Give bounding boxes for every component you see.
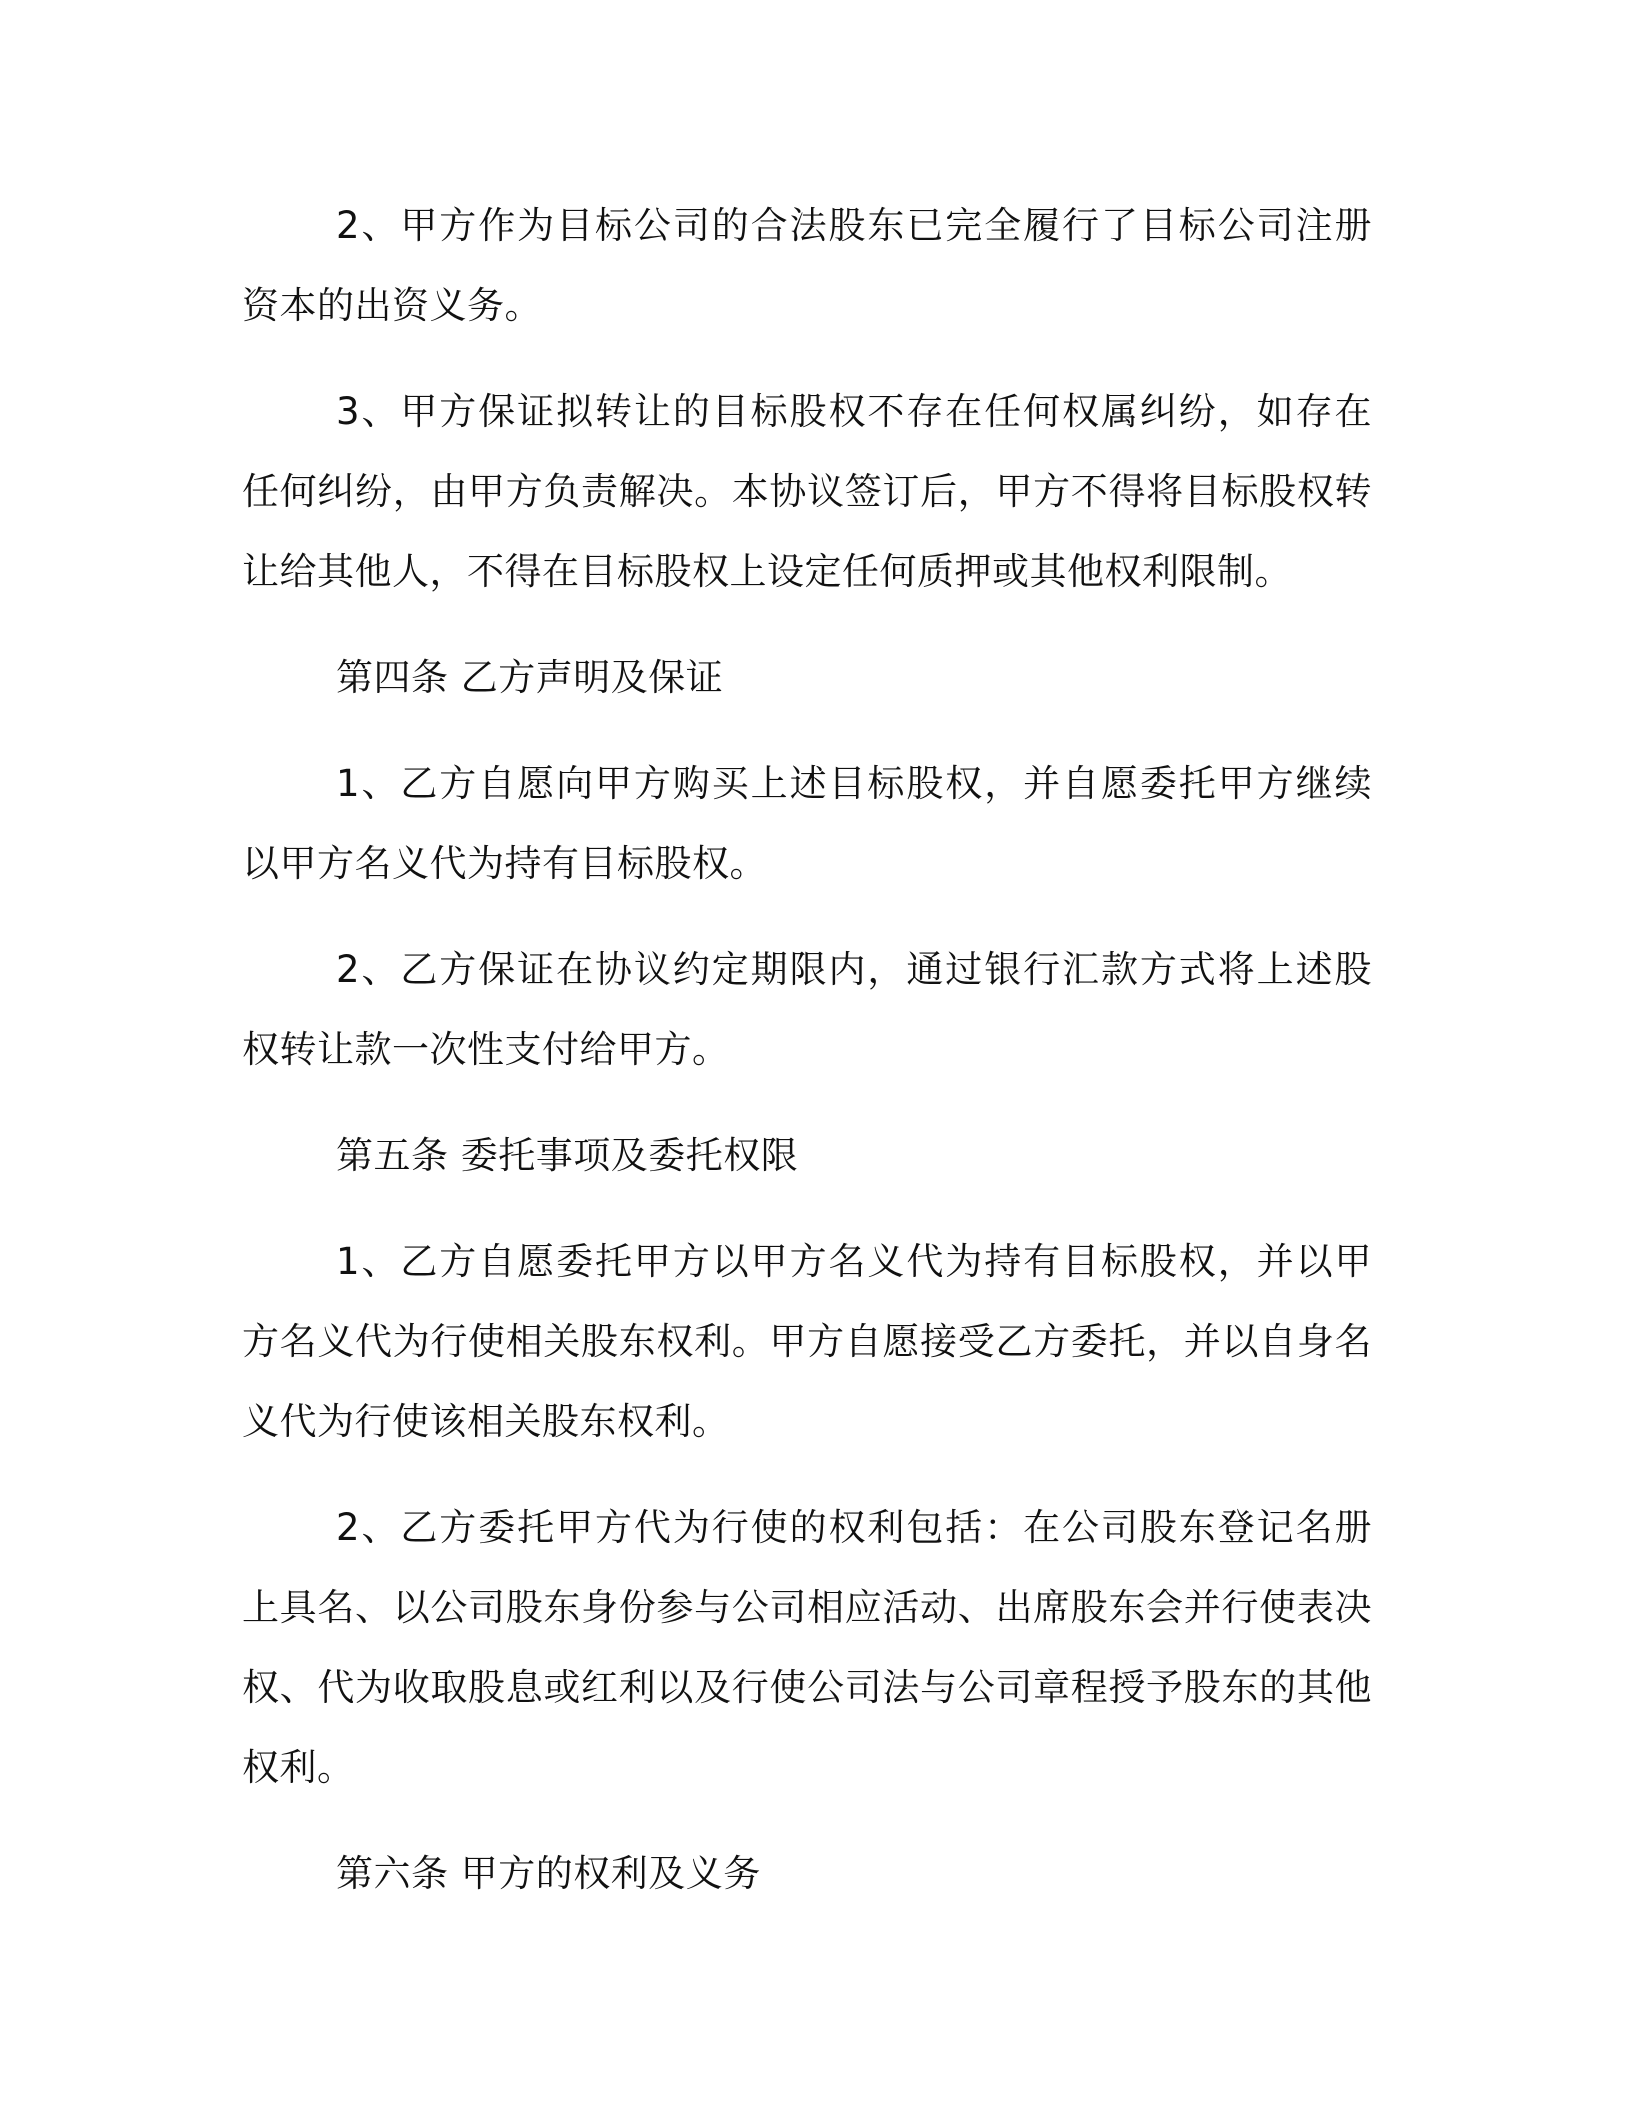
document-body: [242, 186, 1372, 1914]
clause-4-item-2: 2、乙方保证在协议约定期限内，通过银行汇款方式将上述股权转让款一次性支付给甲方。: [242, 948, 1372, 1071]
clause-5-item-2: 2、乙方委托甲方代为行使的权利包括：在公司股东登记名册上具名、以公司股东身份参与公司相应活动、出席股东会并行使表决权、代为收取股息或红利以及行使公司法与公司章程授予股东的其他权利。: [242, 1506, 1372, 1789]
article-4-heading: 第四条 乙方声明及保证: [336, 656, 724, 699]
article-5-heading: 第五条 委托事项及委托权限: [336, 1134, 799, 1177]
clause-5-item-1: 1、乙方自愿委托甲方以甲方名义代为持有目标股权，并以甲方名义代为行使相关股东权利。甲方自愿接受乙方委托，并以自身名义代为行使该相关股东权利。: [242, 1240, 1372, 1443]
clause-3-item-2: 2、甲方作为目标公司的合法股东已完全履行了目标公司注册资本的出资义务。: [242, 204, 1372, 327]
clause-3-item-3: 3、甲方保证拟转让的目标股权不存在任何权属纠纷，如存在任何纠纷，由甲方负责解决。本协议签订后，甲方不得将目标股权转让给其他人，不得在目标股权上设定任何质押或其他权利限制。: [242, 390, 1372, 593]
clause-4-item-1: 1、乙方自愿向甲方购买上述目标股权，并自愿委托甲方继续以甲方名义代为持有目标股权。: [242, 762, 1372, 885]
article-6-heading: 第六条 甲方的权利及义务: [336, 1852, 761, 1895]
